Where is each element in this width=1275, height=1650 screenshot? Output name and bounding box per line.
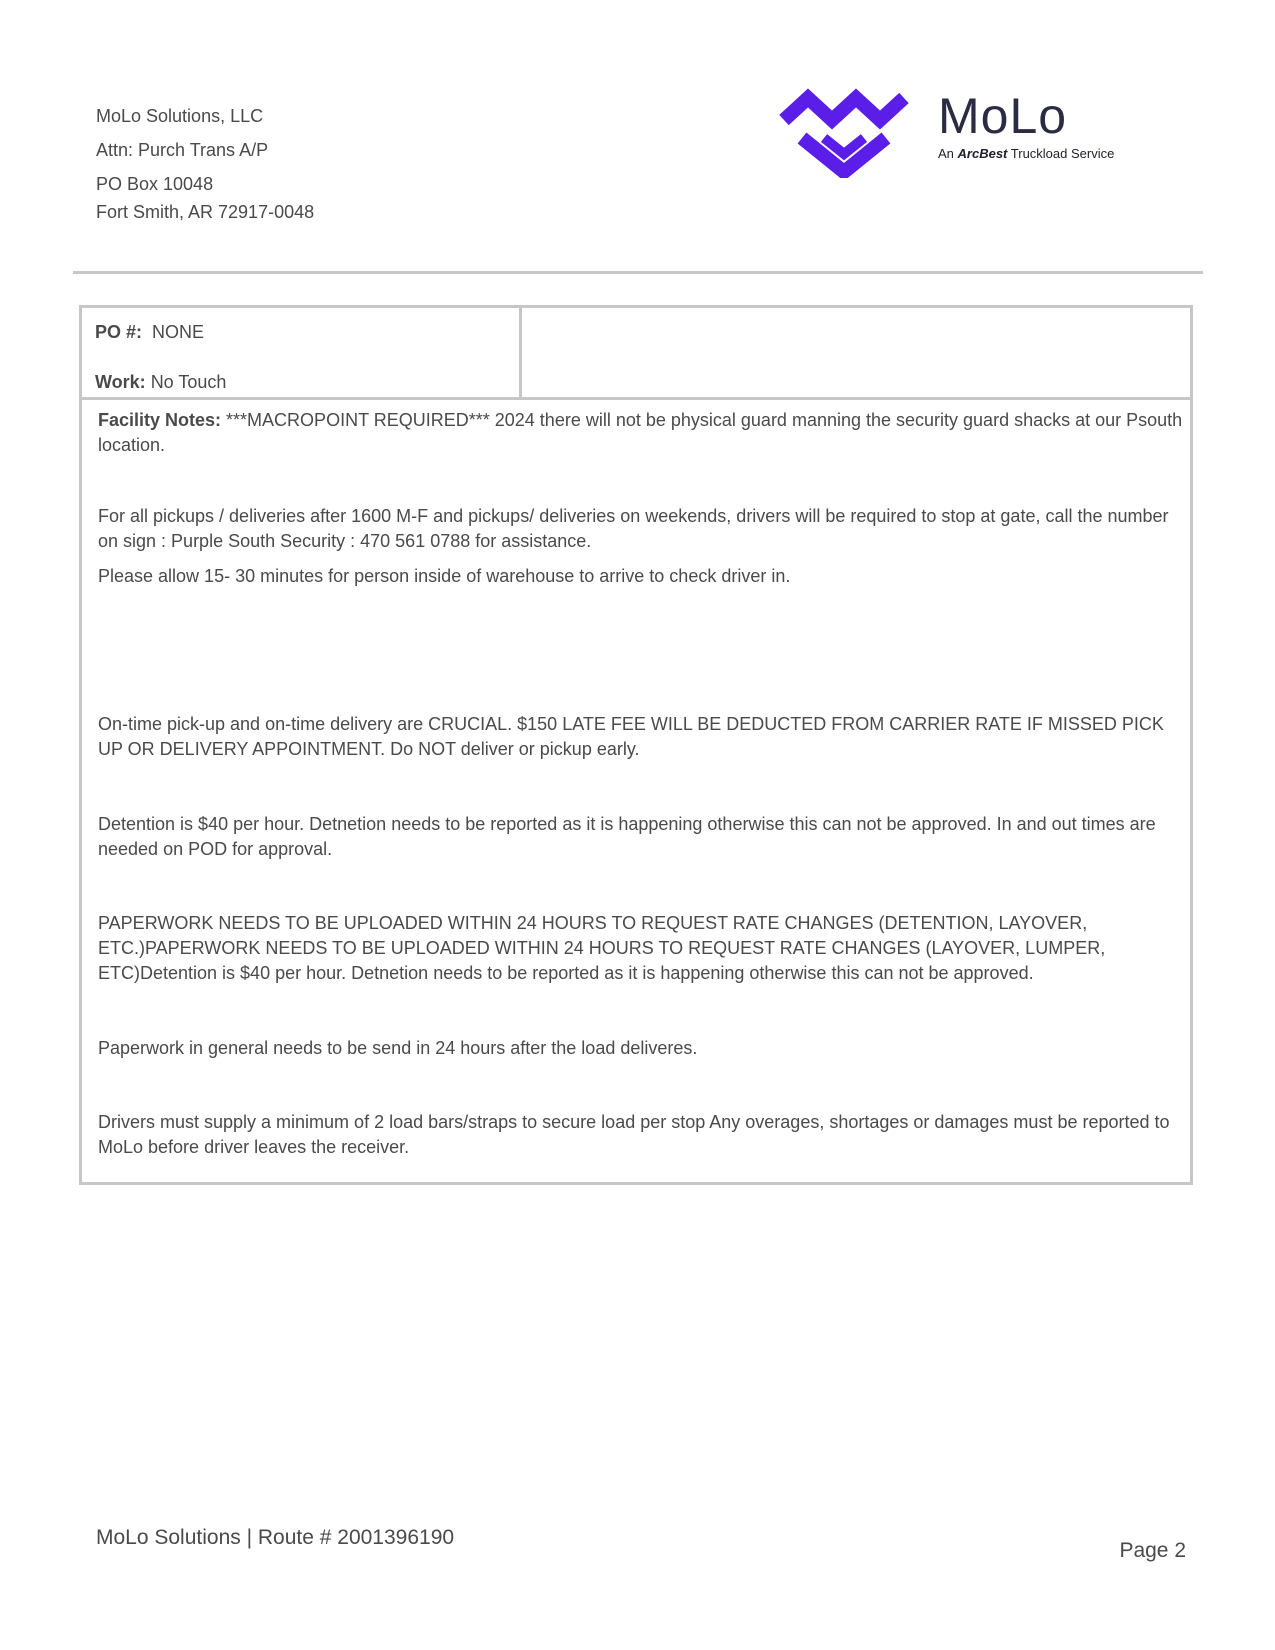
po-line (95, 322, 204, 343)
notes-paragraph-2: For all pickups / deliveries after 1600 M-F and pickups/ deliveries on weekends, drivers will be required to stop at gate, call the number on sign : Purple South Security : 470 561 0788 for assistance. (98, 506, 1169, 551)
notes-paragraph-4: On-time pick-up and on-time delivery are CRUCIAL. $150 LATE FEE WILL BE DEDUCTED FROM CARRIER RATE IF MISSED PICK UP OR DELIVERY APPOINTMENT. Do NOT deliver or pickup early. (98, 714, 1164, 759)
stop-details-box (79, 305, 1193, 1185)
notes-paragraph-1 (98, 408, 1188, 458)
notes-paragraph-5: Detention is $40 per hour. Detnetion needs to be reported as it is happening otherwise this can not be approved. In and out times are needed on POD for approval. (98, 814, 1156, 859)
notes-paragraph-7: Paperwork in general needs to be send in 24 hours after the load deliveres. (98, 1038, 698, 1058)
work-value: No Touch (150, 372, 227, 392)
po-label: PO #: (95, 322, 143, 342)
header-divider (73, 271, 1203, 274)
address-po-box: PO Box 10048 (96, 174, 214, 194)
facility-notes-label: Facility Notes: (98, 410, 222, 430)
notes-paragraph-8: Drivers must supply a minimum of 2 load bars/straps to secure load per stop Any overages, shortages or damages must be reported to MoLo before driver leaves the receiver. (98, 1112, 1170, 1157)
page-number: Page 2 (1119, 1539, 1186, 1562)
po-value: NONE (152, 322, 205, 342)
work-label: Work: (95, 372, 146, 392)
details-row (82, 308, 1190, 400)
molo-logo (778, 82, 1158, 182)
address-company: MoLo Solutions, LLC (96, 106, 264, 126)
notes-paragraph-3: Please allow 15- 30 minutes for person inside of warehouse to arrive to check driver in. (98, 566, 791, 586)
logo-wordmark: MoLo (938, 88, 1068, 144)
logo-tagline (938, 146, 1114, 162)
molo-logo-mark-icon (778, 86, 910, 178)
work-line (95, 372, 226, 393)
logo-tag-brand: ArcBest (957, 146, 1008, 161)
notes-first-text: ***MACROPOINT REQUIRED*** 2024 there will not be physical guard manning the security guard shacks at our Psouth location. (98, 410, 1183, 455)
notes-paragraph-6: PAPERWORK NEEDS TO BE UPLOADED WITHIN 24 HOURS TO REQUEST RATE CHANGES (DETENTION, LAYOVER, ETC.)PAPERWORK NEEDS TO BE UPLOADED WITHIN 24 HOURS TO REQUEST RATE CHANGES (LAYOVER, LUMPER, ETC)Detention is $40 per hour. Detnetion needs to be reported as it is happening otherwise this can not be approved. (98, 913, 1106, 983)
address-attn: Attn: Purch Trans A/P (96, 140, 269, 160)
logo-tag-suffix: Truckload Service (1010, 146, 1115, 161)
address-city: Fort Smith, AR 72917-0048 (96, 202, 315, 222)
footer-route: MoLo Solutions | Route # 2001396190 (96, 1526, 455, 1549)
logo-tag-prefix: An (938, 146, 954, 161)
po-work-cell (82, 308, 522, 397)
